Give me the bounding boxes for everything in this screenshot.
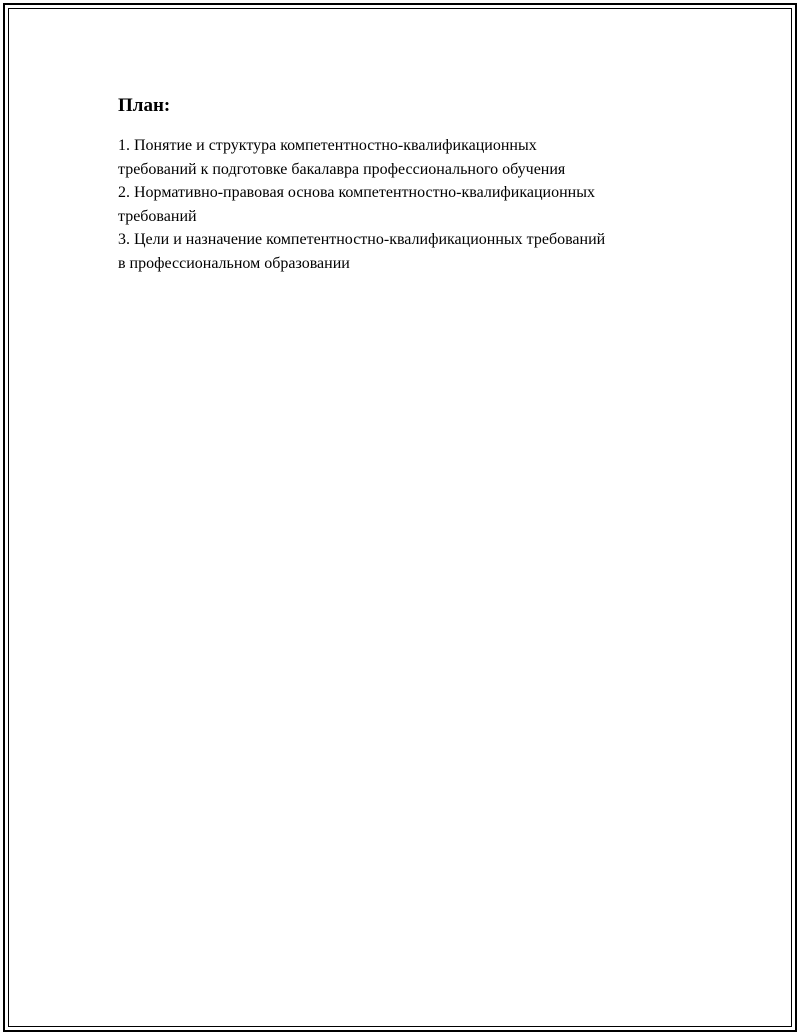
plan-item-1-line-1: 1. Понятие и структура компетентностно-квалификационных: [118, 137, 537, 154]
plan-item-2-line-1: 2. Нормативно-правовая основа компетентностно-квалификационных: [118, 184, 595, 201]
plan-item-3: [118, 228, 698, 275]
plan-item-2-line-2: требований: [118, 207, 197, 225]
document-body: [118, 94, 698, 275]
plan-item-1-line-2: требований к подготовке бакалавра профессионального обучения: [118, 160, 566, 178]
plan-item-3-line-1: 3. Цели и назначение компетентностно-квалификационных требований: [118, 231, 606, 248]
plan-item-3-line-2: в профессиональном образовании: [118, 254, 350, 272]
plan-item-2: [118, 181, 698, 228]
plan-heading: План:: [118, 95, 171, 116]
plan-item-1: [118, 134, 698, 181]
plan-list: [118, 134, 698, 275]
